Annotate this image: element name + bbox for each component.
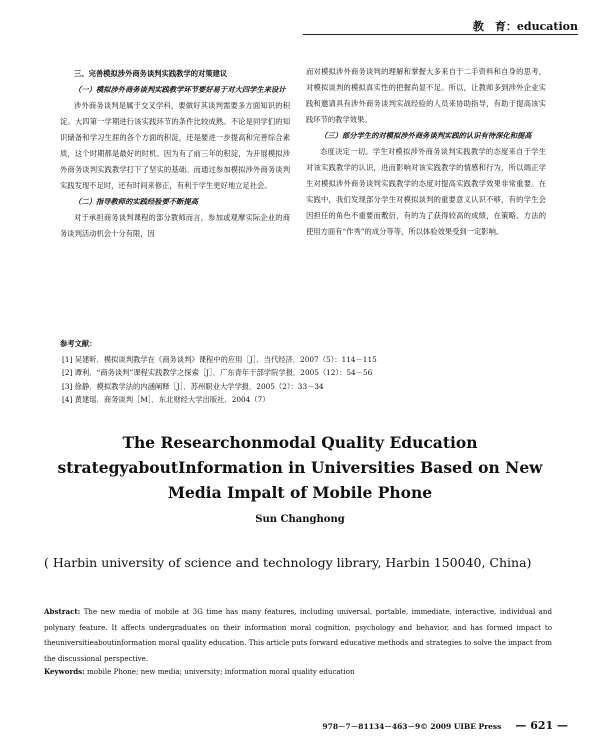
subsection-1: （一）模拟涉外商务谈判实践教学环节要好易于对大四学生来设计 bbox=[74, 85, 286, 94]
references bbox=[60, 337, 540, 407]
left-column bbox=[60, 66, 290, 242]
right-column bbox=[306, 64, 546, 240]
affiliation: ( Harbin university of science and technology library, Harbin 150040, China) bbox=[44, 555, 532, 570]
running-header bbox=[473, 18, 578, 34]
paragraph: 而对模拟涉外商务谈判的理解和掌握大多来自于二手资料和自身的思考，对模拟谈判的模拟真实性的把握尚显不足。所以，让教师多到涉外企业实践和邀请具有涉外商务谈判实战经验的人员来协助指导，有助于提高该实践环节的教学效果。 bbox=[306, 67, 546, 124]
author: Sun Changhong bbox=[255, 514, 345, 525]
section-title: 三、完善模拟涉外商务谈判实践教学的对策建议 bbox=[74, 69, 228, 78]
paragraph: 态度决定一切。学生对模拟涉外商务谈判实践教学的态度来自于学生对该实践教学的认识，进而影响对该实践教学的情感和行为，所以端正学生对模拟涉外商务谈判实践教学的态度对提高实践教学效果非常重要。在实践中，我们发现部分学生对模拟谈判的重要意义认识不够，有的学生会因担任的角色不重要而敷衍，有的为了获得较高的成绩，在策略、方法的使用方面有“作秀”的成分等等，所以体验效果受到一定影响。 bbox=[306, 147, 546, 236]
page-footer bbox=[322, 719, 568, 732]
keywords-label: Keywords: bbox=[44, 667, 85, 676]
keywords-text: mobile Phone; new media; university; information moral quality education bbox=[84, 667, 355, 676]
paragraph: 对于承担商务谈判课程的部分教师而言，参加或观摩实际企业的商务谈判活动机会十分有限，因 bbox=[60, 213, 290, 238]
reference-item: [3] 徐静．模拟教学法的内涵阐释［J］．苏州职业大学学报．2005（2）：33－34 bbox=[62, 381, 324, 391]
page-number: — 621 — bbox=[515, 719, 568, 732]
english-title: The Researchonmodal Quality Education strategyaboutInformation in Universities Based on New Media Impalt of Mobile Phone bbox=[57, 433, 543, 502]
abstract-text: The new media of mobile at 3G time has many features, including universal, portable, immediate, interactive, individual and polynary feature. It affects undergraduates on their information moral cognition, psychology and behavior, and has formed impact to theuniversitieaboutinformation moral quality education. This article puts forward educative methods and strategies to solve the impact from the discussional perspective. bbox=[44, 607, 552, 663]
paragraph: 涉外商务谈判是属于交叉学科，要做好其谈判需要多方面知识的积淀。大四第一学期进行该实践环节的条件比较成熟。不论是同学们的知识储备和学习生涯的各个方面的积淀，还是要进一步提高和完善综合素质，这个时期都是最好的时机。因为有了前三年的积淀，为开展模拟涉外商务谈判实践教学打下了坚实的基础。而通过参加模拟涉外商务谈判实践发现不足时，还有时间来修正，有利于学生更好地立足社会。 bbox=[60, 101, 290, 190]
abstract-label: Abstract: bbox=[44, 607, 81, 616]
isbn: 978－7－81134－463－9© 2009 UIBE Press bbox=[322, 722, 502, 731]
keywords bbox=[44, 667, 552, 676]
reference-item: [4] 黄建瑶．商务谈判［M］．东北财经大学出版社．2004（7） bbox=[62, 395, 270, 404]
subsection-2: （二）指导教师的实践经验要不断提高 bbox=[74, 197, 199, 206]
abstract bbox=[44, 604, 552, 666]
subsection-3: （三）部分学生的对模拟涉外商务谈判实践的认识有待深化和提高 bbox=[320, 131, 532, 140]
reference-item: [2] 谭利．“商务谈判”课程实践教学之探索［J］．广东青年干部学院学报．2005（12）：54－56 bbox=[62, 368, 373, 377]
header-rule bbox=[303, 34, 578, 35]
journal-label: 教 育：education bbox=[472, 20, 578, 33]
references-title: 参考文献： bbox=[60, 339, 97, 348]
reference-item: [1] 吴建昕．模拟谈判教学在《商务谈判》课程中的应用［J］．当代经济．2007（5）：114－115 bbox=[62, 354, 377, 364]
